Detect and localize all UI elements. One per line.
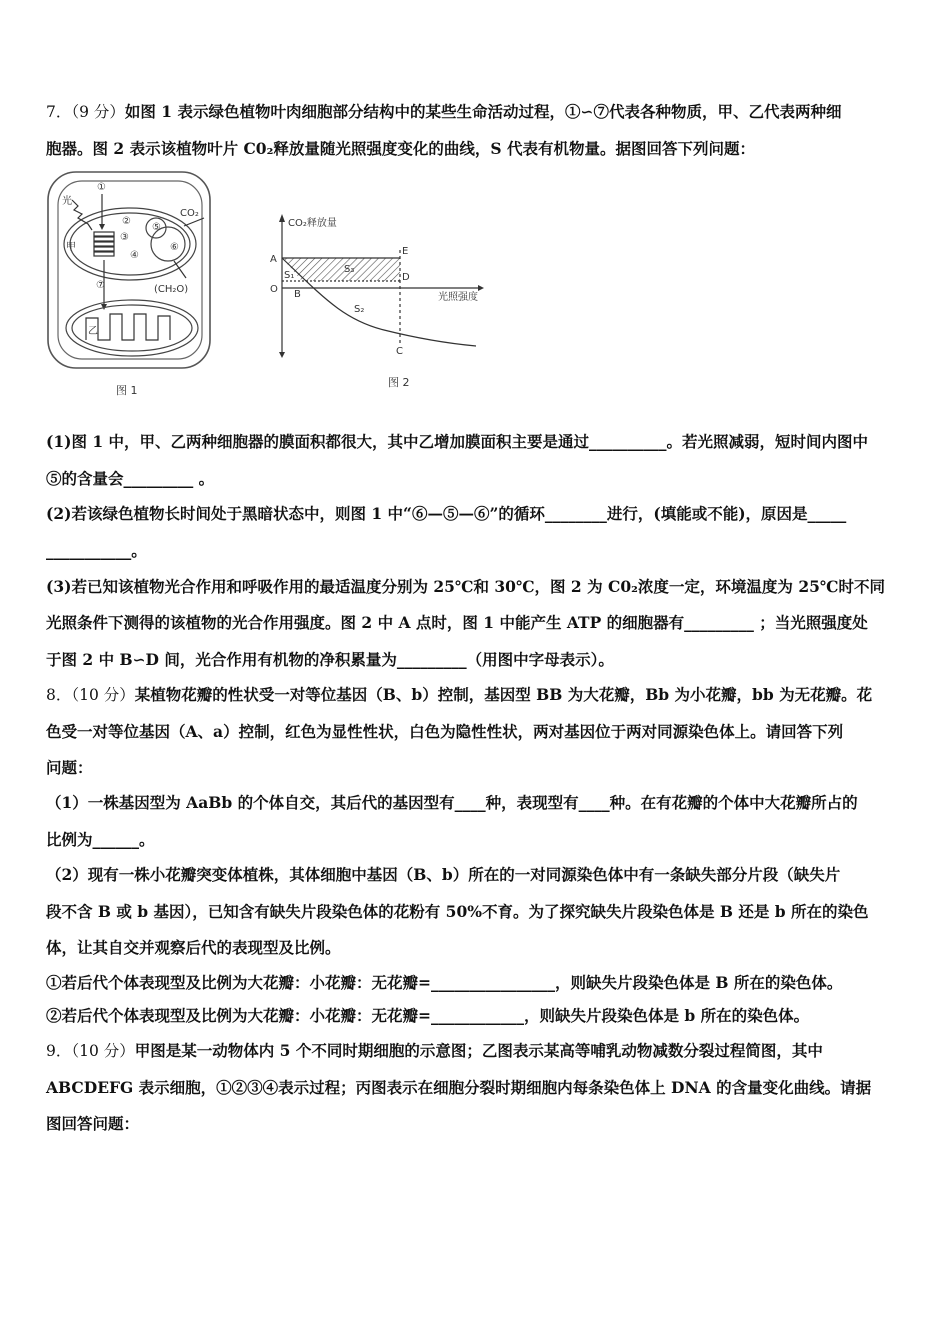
fig2-point-e: E	[402, 246, 409, 257]
q8-intro-line1	[46, 685, 872, 705]
fig1-label-jia: 甲	[66, 242, 76, 253]
fig2-caption: 图 2	[388, 376, 410, 389]
fig1-label-yi: 乙	[88, 326, 98, 337]
cristae	[86, 314, 170, 340]
fig2-point-b: B	[294, 289, 301, 300]
q8-case2: ②若后代个体表现型及比例为大花瓣：小花瓣：无花瓣=____________，则缺失片段染色体是 b 所在的染色体。	[46, 1006, 810, 1025]
q8-case1: ①若后代个体表现型及比例为大花瓣：小花瓣：无花瓣=________________，则缺失片段染色体是 B 所在的染色体。	[46, 973, 843, 992]
arrow-co2	[184, 218, 204, 226]
q7-part2-line1: (2)若该绿色植物长时间处于黑暗状态中，则图 1 中“⑥—⑤—⑥”的循环________进行，(填能或不能)，原因是_____	[46, 504, 847, 523]
q9-intro-text1: 甲图是某一动物体内 5 个不同时期细胞的示意图；乙图表示某高等哺乳动物减数分裂过程简图，其中	[134, 1041, 823, 1060]
q7-intro-text1: 如图 1 表示绿色植物叶肉细胞部分结构中的某些生命活动过程，①∽⑦代表各种物质，甲、乙代表两种细	[124, 102, 842, 121]
fig1-label-1: ①	[97, 182, 106, 193]
q8-part1-line1: （1）一株基因型为 AaBb 的个体自交，其后代的基因型有____种，表现型有____种。在有花瓣的个体中大花瓣所占的	[46, 793, 858, 812]
fig2-point-o: O	[270, 284, 278, 295]
fig1-label-6: ⑥	[170, 242, 179, 253]
fig2-y-arrow-down	[279, 352, 285, 358]
grana-stack	[94, 232, 114, 256]
fig1-label-4: ④	[130, 250, 139, 261]
q9-intro-line3: 图回答问题：	[46, 1114, 140, 1133]
q8-intro-text1: 某植物花瓣的性状受一对等位基因（B、b）控制，基因型 BB 为大花瓣，Bb 为小花瓣，bb 为无花瓣。花	[134, 685, 873, 704]
fig2-area-s3: S₃	[344, 264, 355, 275]
q7-intro-line1	[46, 102, 841, 122]
fig1-label-light: 光	[62, 196, 72, 207]
q8-part1-line2: 比例为______。	[46, 830, 155, 849]
q8-number: 8．（10 分）	[46, 686, 135, 704]
fig2-area-s1: S₁	[284, 270, 295, 281]
figure1	[48, 172, 210, 397]
q7-part1-line2: ⑤的含量会_________ 。	[46, 469, 215, 488]
fig2-point-c: C	[396, 346, 403, 357]
arrowhead-1	[99, 224, 105, 230]
q7-number: 7．（9 分）	[46, 103, 125, 121]
fig2-x-label: 光照强度	[438, 292, 478, 303]
q7-part3-line3: 于图 2 中 B∽D 间，光合作用有机物的净积累量为_________（用图中字母表示）。	[46, 650, 614, 669]
figure2	[270, 214, 484, 389]
fig2-area-s2: S₂	[354, 304, 365, 315]
q7-part3-line1: (3)若已知该植物光合作用和呼吸作用的最适温度分别为 25℃和 30℃，图 2 为 C0₂浓度一定，环境温度为 25℃时不同	[46, 577, 885, 596]
q9-intro-line1	[46, 1041, 823, 1061]
q8-intro-line2: 色受一对等位基因（A、a）控制，红色为显性性状，白色为隐性性状，两对基因位于两对同源染色体上。请回答下列	[46, 722, 844, 741]
fig2-region-s3	[282, 258, 400, 281]
q8-part2-line2: 段不含 B 或 b 基因），已知含有缺失片段染色体的花粉有 50%不育。为了探究缺失片段染色体是 B 还是 b 所在的染色	[46, 902, 869, 921]
fig1-label-co2: CO₂	[180, 208, 199, 219]
q9-intro-line2: ABCDEFG 表示细胞，①②③④表示过程；丙图表示在细胞分裂时期细胞内每条染色体上 DNA 的含量变化曲线。请据	[46, 1078, 872, 1097]
fig1-label-2: ②	[122, 216, 131, 227]
fig2-x-arrow	[478, 285, 484, 291]
q8-part2-line1: （2）现有一株小花瓣突变体植株，其体细胞中基因（B、b）所在的一对同源染色体中有一条缺失部分片段（缺失片	[46, 865, 841, 884]
fig2-point-a: A	[270, 254, 277, 265]
fig1-label-ch2o: (CH₂O)	[154, 284, 189, 295]
q7-intro-line2: 胞器。图 2 表示该植物叶片 C0₂释放量随光照强度变化的曲线，S 代表有机物量。据图回答下列问题：	[46, 139, 755, 158]
q7-part1-line1: (1)图 1 中，甲、乙两种细胞器的膜面积都很大，其中乙增加膜面积主要是通过__________。若光照减弱，短时间内图中	[46, 432, 869, 451]
q9-number: 9．（10 分）	[46, 1042, 135, 1060]
fig2-y-arrow	[279, 214, 285, 222]
fig2-y-label: CO₂释放量	[288, 218, 337, 229]
q7-part3-line2: 光照条件下测得的该植物的光合作用强度。图 2 中 A 点时，图 1 中能产生 ATP 的细胞器有_________ ；当光照强度处	[46, 613, 868, 632]
fig1-label-7: ⑦	[96, 280, 105, 291]
q8-part2-line3: 体，让其自交并观察后代的表现型及比例。	[46, 938, 341, 957]
q7-figures	[44, 168, 484, 404]
fig2-point-d: D	[402, 272, 410, 283]
fig1-label-5: ⑤	[152, 222, 161, 233]
q7-part2-line2: ___________。	[46, 541, 147, 560]
fig1-caption: 图 1	[116, 384, 138, 397]
fig1-label-3: ③	[120, 232, 129, 243]
q8-intro-line3: 问题：	[46, 758, 93, 777]
q7-figure-svg	[44, 168, 484, 400]
